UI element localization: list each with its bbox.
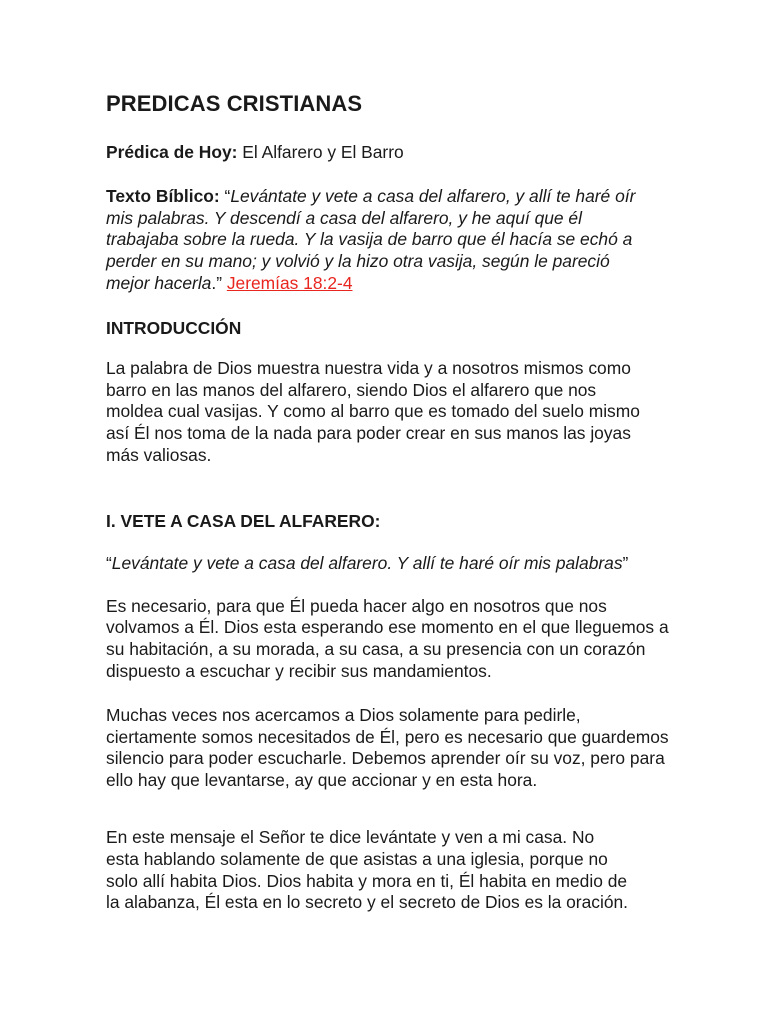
section1-close-quote: ” (622, 552, 629, 573)
section1-paragraph: En este mensaje el Señor te dice levántate y ven a mi casa. No esta hablando solamente de que asistas a una iglesia, porque no solo allí habita Dios. Dios habita y mora en ti, Él habita en medio de la alabanza, Él esta en lo secreto y el secreto de Dios es la oración. (106, 826, 629, 913)
section1-quote: Levántate y vete a casa del alfarero. Y allí te haré oír mis palabras (111, 552, 623, 573)
predica-label: Prédica de Hoy: (106, 142, 238, 162)
section1-open-quote: “ (106, 552, 112, 573)
introduccion-heading: INTRODUCCIÓN (106, 317, 242, 338)
section1-quote-line (106, 553, 708, 575)
texto-biblico-quote: Levántate y vete a casa del alfarero, y allí te haré oír mis palabras. Y descendí a casa del alfarero, y he aquí que él trabajaba sobre la rueda. Y la vasija de barro que él hacía se echó a perder en su mano; y volvió y la hizo otra vasija, según le pareció mejor hacerla (106, 185, 636, 293)
texto-biblico-label: Texto Bíblico: (106, 185, 220, 206)
predica-line (106, 142, 708, 164)
section1-paragraph: Es necesario, para que Él pueda hacer algo en nosotros que nos volvamos a Él. Dios esta esperando ese momento en el que lleguemos a su habitación, a su morada, a su casa, a su presencia con un corazón dispuesto a escuchar y recibir sus mandamientos. (106, 595, 669, 681)
predica-value: El Alfarero y El Barro (237, 142, 404, 162)
texto-biblico-close-quote: .” (211, 272, 227, 293)
section1-heading: I. VETE A CASA DEL ALFARERO: (106, 510, 381, 531)
texto-biblico (106, 186, 646, 295)
document-title: PREDICAS CRISTIANAS (106, 91, 363, 116)
texto-biblico-open-quote: “ (219, 185, 231, 206)
scripture-reference-link[interactable]: Jeremías 18:2-4 (226, 272, 353, 293)
section1-paragraph: Muchas veces nos acercamos a Dios solamente para pedirle, ciertamente somos necesitados de Él, pero es necesario que guardemos silencio para poder escucharle. Debemos aprender oír su voz, pero para ello hay que levantarse, ay que accionar y en esta hora. (106, 704, 669, 791)
introduccion-text: La palabra de Dios muestra nuestra vida y a nosotros mismos como barro en las manos del alfarero, siendo Dios el alfarero que nos moldea cual vasijas. Y como al barro que es tomado del suelo mismo así Él nos toma de la nada para poder crear en sus manos las joyas más valiosas. (106, 357, 640, 465)
